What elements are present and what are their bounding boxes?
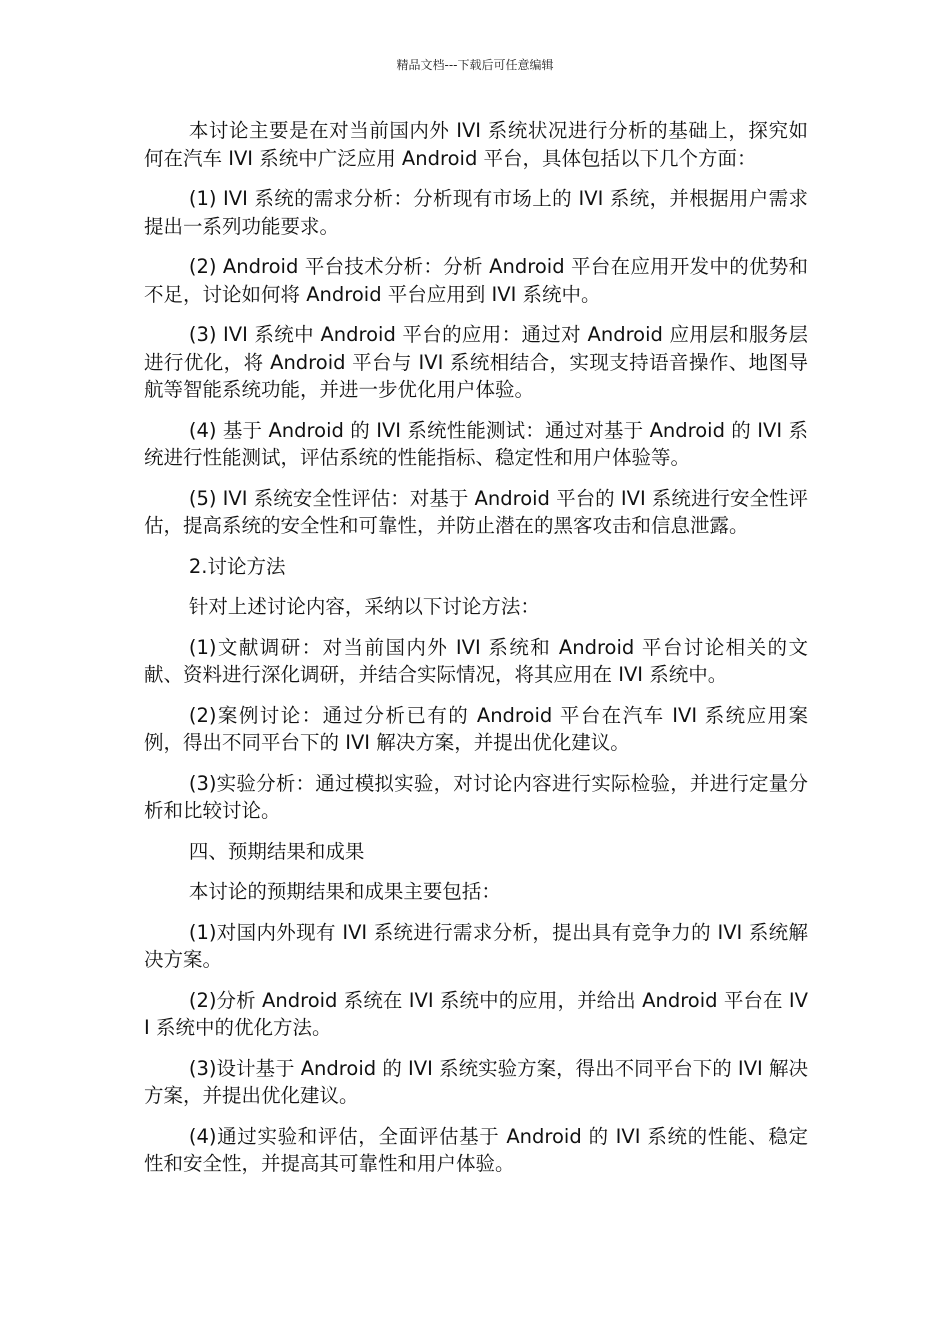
method-case-study: (2)案例讨论：通过分析已有的 Android 平台在汽车 IVI 系统应用案例，得出不同平台下的 IVI 解决方案，并提出优化建议。 [144, 703, 808, 754]
method-literature: (1)文献调研：对当前国内外 IVI 系统和 Android 平台讨论相关的文献、资料进行深化调研，并结合实际情况，将其应用在 IVI 系统中。 [144, 635, 808, 686]
list-item-security: (5) IVI 系统安全性评估：对基于 Android 平台的 IVI 系统进行安全性评估，提高系统的安全性和可靠性，并防止潜在的黑客攻击和信息泄露。 [144, 486, 808, 537]
page-header: 精品文档---下载后可任意编辑 [396, 58, 554, 72]
intro-paragraph: 本讨论主要是在对当前国内外 IVI 系统状况进行分析的基础上，探究如何在汽车 IVI 系统中广泛应用 Android 平台，具体包括以下几个方面： [144, 119, 808, 170]
document-body [144, 117, 808, 1191]
list-item-requirements: (1) IVI 系统的需求分析：分析现有市场上的 IVI 系统，并根据用户需求提出一系列功能要求。 [144, 187, 808, 238]
results-intro: 本讨论的预期结果和成果主要包括： [188, 880, 501, 903]
section-heading-results: 四、预期结果和成果 [188, 839, 365, 863]
list-item-performance-test: (4) 基于 Android 的 IVI 系统性能测试：通过对基于 Android 的 IVI 系统进行性能测试，评估系统的性能指标、稳定性和用户体验等。 [144, 418, 808, 469]
section-heading-methods: 2.讨论方法 [188, 554, 286, 578]
list-item-android-analysis: (2) Android 平台技术分析：分析 Android 平台在应用开发中的优势和不足，讨论如何将 Android 平台应用到 IVI 系统中。 [144, 255, 808, 306]
methods-intro: 针对上述讨论内容，采纳以下讨论方法： [188, 595, 540, 618]
method-experiment: (3)实验分析：通过模拟实验，对讨论内容进行实际检验，并进行定量分析和比较讨论。 [144, 771, 808, 822]
result-item-4: (4)通过实验和评估，全面评估基于 Android 的 IVI 系统的性能、稳定性和安全性，并提高其可靠性和用户体验。 [144, 1124, 808, 1175]
result-item-3: (3)设计基于 Android 的 IVI 系统实验方案，得出不同平台下的 IVI 解决方案，并提出优化建议。 [144, 1056, 808, 1107]
result-item-2: (2)分析 Android 系统在 IVI 系统中的应用，并给出 Android 平台在 IVI 系统中的优化方法。 [144, 988, 808, 1039]
list-item-android-application: (3) IVI 系统中 Android 平台的应用：通过对 Android 应用层和服务层进行优化，将 Android 平台与 IVI 系统相结合，实现支持语音操作、地图导航等智能系统功能，并进一步优化用户体验。 [144, 323, 808, 401]
result-item-1: (1)对国内外现有 IVI 系统进行需求分析，提出具有竞争力的 IVI 系统解决方案。 [144, 920, 808, 971]
